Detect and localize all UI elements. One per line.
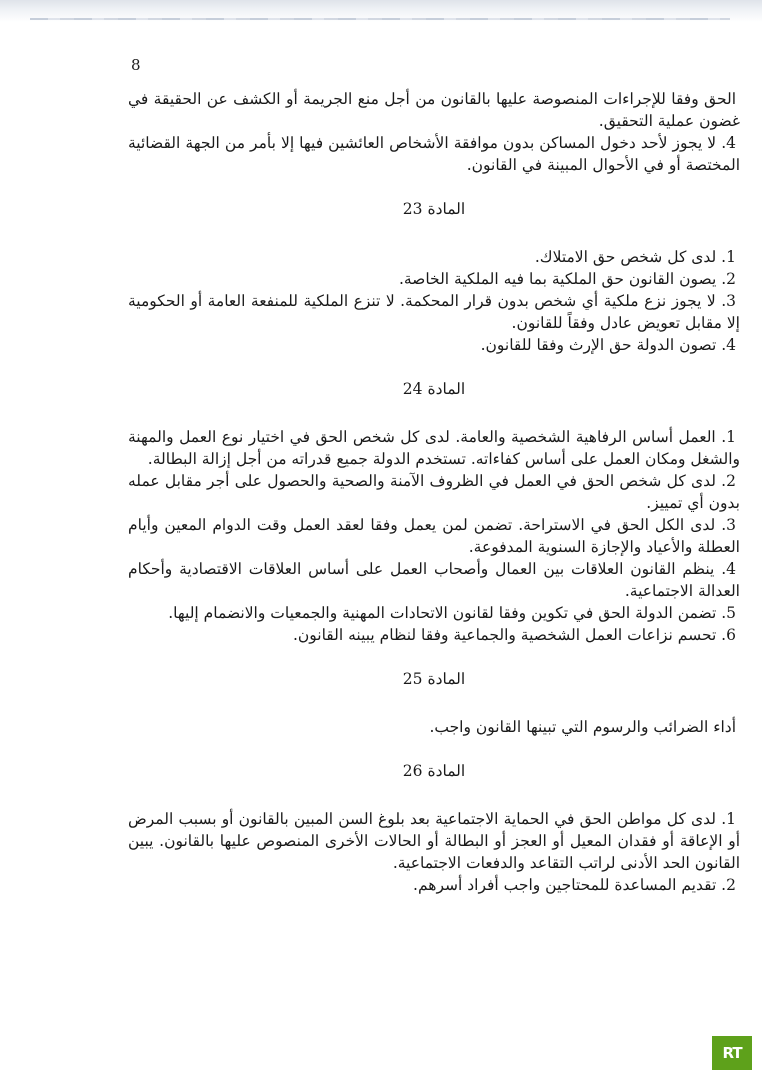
article-heading-23: المادة 23	[402, 200, 466, 218]
article-26-item: 1. لدى كل مواطن الحق في الحماية الاجتماعية بعد بلوغ السن المبين بالقانون أو بسبب المرض أو الإعاقة أو فقدان المعيل أو العجز أو البطالة أو الحالات الأخرى المنصوص عليها بالقانون. يبين القانون الحد الأدنى لراتب التقاعد والدفعات الاجتماعية.	[128, 810, 740, 872]
page-number: 8	[131, 56, 141, 74]
article-23-item: 3. لا يجوز نزع ملكية أي شخص بدون قرار المحكمة. لا تنزع الملكية للمنفعة العامة أو الحكومية إلا مقابل تعويض عادل وفقاً للقانون.	[128, 292, 740, 332]
article-25-item: أداء الضرائب والرسوم التي تبينها القانون واجب.	[429, 718, 736, 736]
article-24-item: 2. لدى كل شخص الحق في العمل في الظروف الآمنة والصحية والحصول على أجر مقابل عمله بدون أي تمييز.	[128, 472, 740, 512]
article-24-item: 5. تضمن الدولة الحق في تكوين وفقا لقانون الاتحادات المهنية والجمعيات والانضمام إليها.	[168, 604, 736, 622]
article-23-item: 2. يصون القانون حق الملكية بما فيه الملكية الخاصة.	[398, 270, 736, 288]
article-heading-25: المادة 25	[402, 670, 466, 688]
scan-top-line	[30, 18, 730, 20]
article-23-item: 4. تصون الدولة حق الإرث وفقا للقانون.	[480, 336, 736, 354]
intro-item-4: 4. لا يجوز لأحد دخول المساكن بدون موافقة الأشخاص العائشين فيها إلا بأمر من الجهة القضائية المختصة أو في الأحوال المبينة في القانون.	[128, 134, 740, 174]
article-24-item: 1. العمل أساس الرفاهية الشخصية والعامة. لدى كل شخص الحق في اختيار نوع العمل والمهنة والشغل ومكان العمل على أساس كفاءاته. تستخدم الدولة جميع قدراته من أجل إزالة البطالة.	[128, 428, 740, 468]
document-body	[128, 88, 740, 896]
rt-logo: RT	[712, 1036, 752, 1070]
article-24-item: 4. ينظم القانون العلاقات بين العمال وأصحاب العمل على أساس العلاقات الاقتصادية وأحكام العدالة الاجتماعية.	[128, 560, 740, 600]
article-23-item: 1. لدى كل شخص حق الامتلاك.	[534, 248, 736, 266]
article-heading-26: المادة 26	[402, 762, 466, 780]
article-24-item: 6. تحسم نزاعات العمل الشخصية والجماعية وفقا لنظام يبينه القانون.	[292, 626, 736, 644]
article-26-item: 2. تقديم المساعدة للمحتاجين واجب أفراد أسرهم.	[413, 876, 736, 894]
article-heading-24: المادة 24	[402, 380, 466, 398]
article-24-item: 3. لدى الكل الحق في الاستراحة. تضمن لمن يعمل وفقا لعقد العمل وقت الدوام المعين وأيام العطلة والأعياد والإجازة السنوية المدفوعة.	[128, 516, 740, 556]
intro-paragraph: الحق وفقا للإجراءات المنصوصة عليها بالقانون من أجل منع الجريمة أو الكشف عن الحقيقة في غضون عملية التحقيق.	[128, 90, 740, 130]
